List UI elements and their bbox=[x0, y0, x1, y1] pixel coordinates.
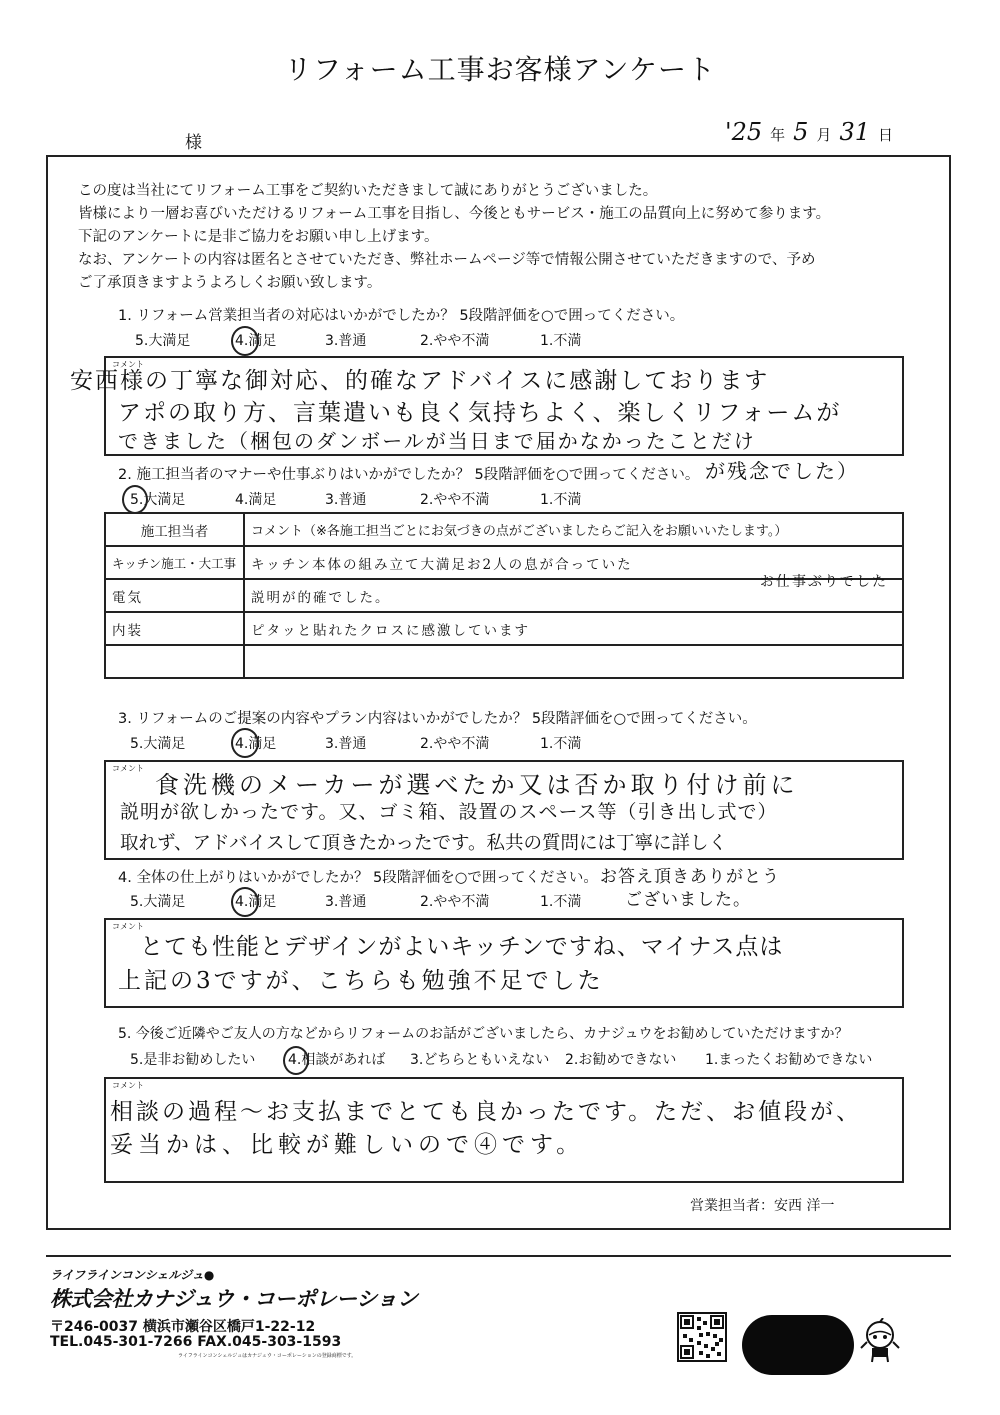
q3-comment-line: 食洗機のメーカーが選べたか又は否か取り付け前に bbox=[155, 771, 799, 799]
table-row bbox=[105, 612, 903, 645]
q4-option-5[interactable]: 5.大満足 bbox=[130, 894, 186, 910]
comment-label: コメント bbox=[112, 360, 144, 369]
company-name: 株式会社カナジュウ・コーポレーション bbox=[50, 1287, 418, 1311]
date-month: 5 bbox=[793, 118, 809, 146]
q1-option-3[interactable]: 3.普通 bbox=[325, 333, 367, 349]
question-2: 2. 施工担当者のマナーや仕事ぶりはいかがでしたか？ 5段階評価を○で囲ってください。 bbox=[118, 467, 700, 483]
staff-header-name: 施工担当者 bbox=[105, 513, 244, 546]
q1-option-5[interactable]: 5.大満足 bbox=[135, 333, 191, 349]
q3-comment-tail: ございました。 bbox=[625, 890, 751, 910]
q5-comment-line: 妥当かは、比較が難しいので④です。 bbox=[110, 1132, 585, 1158]
staff-table-header bbox=[105, 513, 903, 546]
date-day-unit: 日 bbox=[878, 126, 894, 144]
q1-option-2[interactable]: 2.やや不満 bbox=[420, 333, 490, 349]
staff-comment-table bbox=[104, 512, 904, 679]
q1-option-1[interactable]: 1.不満 bbox=[540, 333, 582, 349]
brand-name: ライフラインコンシェルジュ● bbox=[50, 1268, 215, 1282]
q4-selection-circle bbox=[231, 887, 259, 917]
q3-option-1[interactable]: 1.不満 bbox=[540, 736, 582, 752]
q5-option-4[interactable]: 4.相談があれば bbox=[288, 1052, 386, 1068]
q4-option-1[interactable]: 1.不満 bbox=[540, 894, 582, 910]
staff-comment bbox=[244, 645, 903, 678]
q5-selection-circle bbox=[283, 1046, 309, 1075]
staff-comment-cell bbox=[244, 574, 903, 612]
q3-option-5[interactable]: 5.大満足 bbox=[130, 736, 186, 752]
redacted-area bbox=[742, 1315, 854, 1375]
staff-comment: キッチン本体の組み立て大満足お2人の息が合っていた bbox=[244, 546, 903, 579]
intro-line: なお、アンケートの内容は匿名とさせていただき、弊社ホームページ等で情報公開させていただきますので、予め bbox=[78, 252, 816, 268]
staff-comment: 説明が的確でした。 bbox=[251, 589, 391, 606]
staff-name: 内装 bbox=[105, 612, 244, 645]
intro-line: 皆様により一層お喜びいただけるリフォーム工事を目指し、今後ともサービス・施工の品質向上に努めて参ります。 bbox=[78, 206, 831, 222]
page-title: リフォーム工事お客様アンケート bbox=[284, 53, 716, 86]
q1-selection-circle bbox=[231, 326, 259, 356]
staff-comment: ピタッと貼れたクロスに感激しています bbox=[244, 612, 903, 645]
q3-option-2[interactable]: 2.やや不満 bbox=[420, 736, 490, 752]
table-row bbox=[105, 579, 903, 612]
q5-option-3[interactable]: 3.どちらともいえない bbox=[410, 1052, 550, 1068]
comment-label: コメント bbox=[112, 1081, 144, 1090]
qr-code-graphic bbox=[679, 1314, 725, 1360]
staff-name: キッチン施工・大工事 bbox=[105, 546, 244, 579]
staff-name: 電気 bbox=[105, 579, 244, 612]
q5-option-5[interactable]: 5.是非お勧めしたい bbox=[130, 1052, 256, 1068]
question-1: 1. リフォーム営業担当者の対応はいかがでしたか？ 5段階評価を○で囲ってください。 bbox=[118, 308, 685, 324]
q2-option-5[interactable]: 5.大満足 bbox=[130, 492, 186, 508]
date-month-unit: 月 bbox=[816, 126, 832, 144]
q1-comment-tail: が残念でした） bbox=[705, 459, 859, 483]
q4-comment-line: とても性能とデザインがよいキッチンですね、マイナス点は bbox=[140, 934, 784, 960]
q2-option-1[interactable]: 1.不満 bbox=[540, 492, 582, 508]
sales-representative: 営業担当者：安西 洋一 bbox=[690, 1198, 835, 1214]
table-row bbox=[105, 645, 903, 678]
trademark-note: ライフラインコンシェルジュはカナジュウ・コーポレーションの登録商標です。 bbox=[178, 1353, 357, 1359]
survey-date bbox=[725, 118, 901, 146]
question-5: 5. 今後ご近隣やご友人の方などからリフォームのお話がございましたら、カナジュウをお勧めしていただけますか？ bbox=[118, 1026, 849, 1042]
intro-line: ご了承頂きますようよろしくお願い致します。 bbox=[78, 275, 382, 291]
q4-option-2[interactable]: 2.やや不満 bbox=[420, 894, 490, 910]
q2-option-3[interactable]: 3.普通 bbox=[325, 492, 367, 508]
company-address: 〒246-0037 横浜市瀬谷区橋戸1-22-12 bbox=[50, 1319, 316, 1335]
q2-selection-circle bbox=[122, 485, 148, 514]
q3-comment-tail: お答え頂きありがとう bbox=[600, 867, 780, 887]
intro-line: 下記のアンケートに是非ご協力をお願い申し上げます。 bbox=[78, 229, 439, 245]
date-year: '25 bbox=[725, 118, 763, 146]
q2-option-4[interactable]: 4.満足 bbox=[235, 492, 277, 508]
intro-text bbox=[78, 180, 938, 295]
q3-option-4[interactable]: 4.満足 bbox=[235, 736, 277, 752]
customer-name-suffix: 様 bbox=[185, 133, 202, 153]
staff-comment-extra: お仕事ぶりでした bbox=[760, 574, 888, 590]
mascot-graphic bbox=[860, 1318, 900, 1364]
question-4: 4. 全体の仕上がりはいかがでしたか？ 5段階評価を○で囲ってください。 bbox=[118, 870, 598, 886]
date-day: 31 bbox=[839, 118, 870, 146]
q4-option-4[interactable]: 4.満足 bbox=[235, 894, 277, 910]
footer-divider bbox=[46, 1255, 951, 1257]
q1-comment-line: 安西様の丁寧な御対応、的確なアドバイスに感謝しております bbox=[70, 368, 770, 394]
q3-selection-circle bbox=[231, 728, 259, 758]
comment-label: コメント bbox=[112, 922, 144, 931]
qr-code-icon[interactable] bbox=[677, 1312, 727, 1362]
q1-comment-line: アポの取り方、言葉遣いも良く気持ちよく、楽しくリフォームが bbox=[118, 400, 842, 426]
q3-option-3[interactable]: 3.普通 bbox=[325, 736, 367, 752]
q3-comment-line: 説明が欲しかったです。又、ゴミ箱、設置のスペース等（引き出し式で） bbox=[120, 801, 778, 823]
intro-line: この度は当社にてリフォーム工事をご契約いただきまして誠にありがとうございました。 bbox=[78, 183, 658, 199]
q3-comment-line: 取れず、アドバイスして頂きたかったです。私共の質問には丁寧に詳しく bbox=[120, 833, 727, 854]
question-3: 3. リフォームのご提案の内容やプラン内容はいかがでしたか？ 5段階評価を○で囲ってください。 bbox=[118, 711, 757, 727]
q1-comment-line: できました（梱包のダンボールが当日まで届かなかったことだけ bbox=[118, 429, 756, 453]
date-year-unit: 年 bbox=[770, 126, 786, 144]
q1-option-4[interactable]: 4.満足 bbox=[235, 333, 277, 349]
staff-name bbox=[105, 645, 244, 678]
q5-comment-line: 相談の過程～お支払までとても良かったです。ただ、お値段が、 bbox=[110, 1099, 863, 1125]
q4-comment-line: 上記の3ですが、こちらも勉強不足でした bbox=[118, 968, 604, 994]
comment-label: コメント bbox=[112, 764, 144, 773]
q4-option-3[interactable]: 3.普通 bbox=[325, 894, 367, 910]
q2-option-2[interactable]: 2.やや不満 bbox=[420, 492, 490, 508]
company-phone: TEL.045-301-7266 FAX.045-303-1593 bbox=[50, 1334, 342, 1350]
staff-header-comment: コメント（※各施工担当ごとにお気づきの点がございましたらご記入をお願いいたします。） bbox=[244, 513, 903, 546]
q5-option-1[interactable]: 1.まったくお勧めできない bbox=[705, 1052, 873, 1068]
q5-option-2[interactable]: 2.お勧めできない bbox=[565, 1052, 677, 1068]
mascot-icon bbox=[860, 1318, 900, 1364]
